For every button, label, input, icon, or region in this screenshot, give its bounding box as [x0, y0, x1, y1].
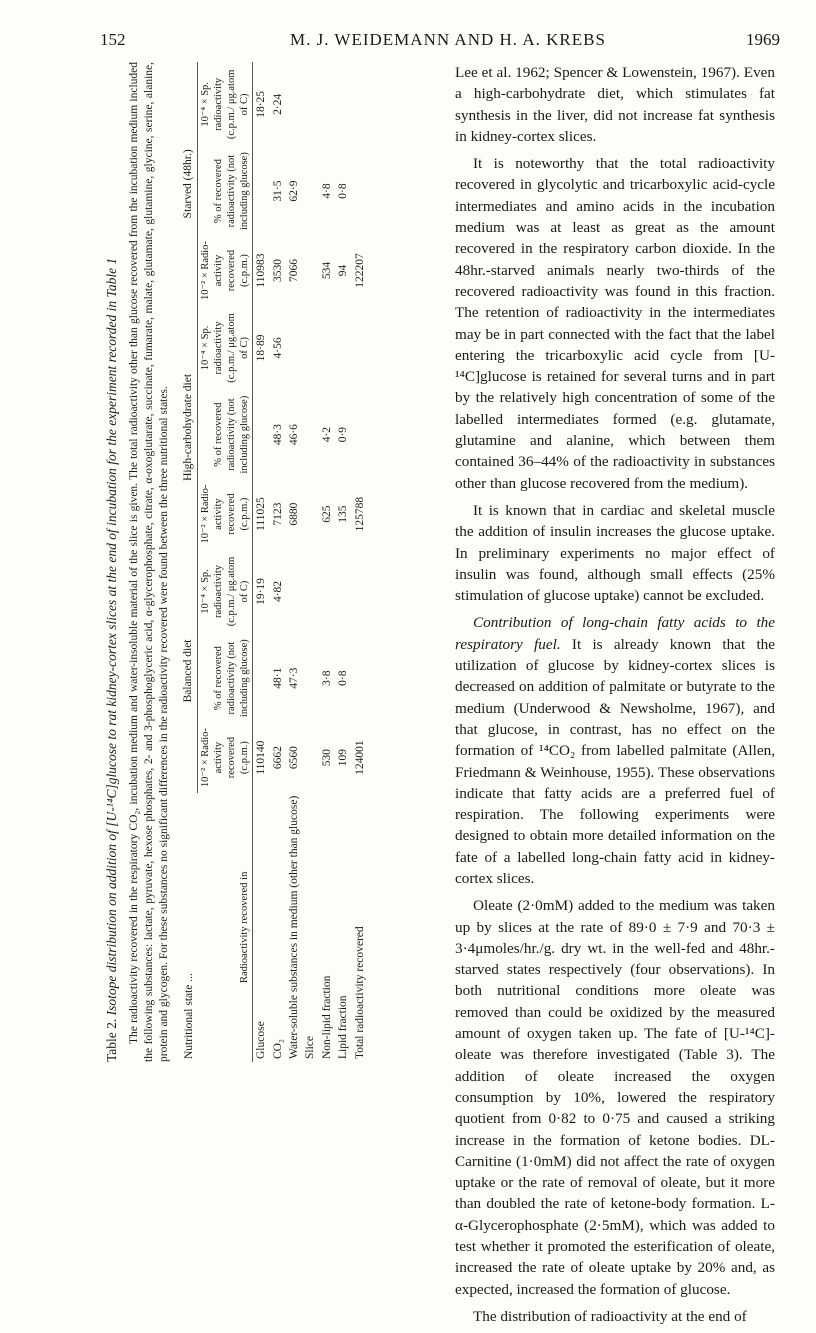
table-cell	[286, 306, 302, 391]
table-cell: 125788	[353, 496, 366, 532]
running-head-authors: M. J. WEIDEMANN AND H. A. KREBS	[290, 30, 606, 49]
column-header-row	[197, 62, 253, 1062]
table-cell	[286, 62, 302, 147]
table-cell: 2·24	[271, 93, 284, 115]
table-cell	[319, 549, 335, 634]
table-cell: 0·8	[337, 183, 350, 199]
table-cell: 4·2	[320, 426, 333, 443]
group-high-carbohydrate-diet: High-carbohydrate diet	[180, 306, 197, 550]
table-2	[100, 62, 436, 1062]
col-header-percent: % of recovered radioactivity (not including glucose)	[197, 634, 253, 723]
paragraph-6: The distribution of radioactivity at the end of	[473, 1307, 747, 1325]
table-cell: 135	[337, 505, 350, 523]
table-cell: 31·5	[271, 180, 284, 202]
table-cell	[302, 235, 318, 305]
table-cell: 7066	[288, 259, 301, 283]
table-cell	[253, 634, 270, 723]
row-label: CO₂	[271, 1039, 284, 1059]
table-cell: 46·6	[288, 424, 301, 446]
nutritional-state-label: Nutritional state ...	[182, 973, 195, 1059]
table-cell	[319, 62, 335, 147]
paragraph-4-text: It is already known that the utilization of glucose by kidney-cortex slices is decreased on addition of palmitate or butyrate to the medium (Underwood & Newsholme, 1967), and that glucose, in contrast, has no effect on the formation of ¹⁴CO₂ from labelled palmitate (Allen, Friedmann & Weinhouse, 1955). These observations indicate that fatty acids are a preferred fuel of respiration. The following experiments were designed to obtain more detailed information on the fate of a labelled long-chain fatty acid in kidney-cortex slices.	[455, 635, 776, 887]
table-cell: 18·25	[255, 90, 268, 118]
text-column	[455, 62, 775, 1333]
table-cell: 6880	[288, 502, 301, 526]
group-balanced-diet: Balanced diet	[180, 549, 197, 793]
table-caption	[104, 62, 121, 1062]
table-cell: 4·8	[320, 183, 333, 199]
table-row	[352, 62, 368, 1062]
row-label: Slice	[304, 1036, 317, 1059]
paragraph-3: It is known that in cardiac and skeletal muscle the addition of insulin increases the glucose uptake. In preliminary experiments no major effect of insulin was found, although small effects (25% stimulation of glucose uptake) cannot be excluded.	[455, 501, 775, 605]
table-cell: 3530	[271, 259, 284, 283]
table-row	[319, 62, 335, 1062]
table-cell: 0·9	[337, 426, 350, 443]
table-cell: 0·8	[337, 670, 350, 686]
table-cell: 530	[320, 748, 333, 767]
table-cell	[253, 147, 270, 236]
table-cell: 109	[337, 748, 350, 767]
paragraph-5: Oleate (2·0mM) added to the medium was taken up by slices at the rate of 89·0 ± 7·9 and 70·3 ± 3·4μmoles/hr./g. dry wt. in the well-fed and 48hr.-starved states respectively (four observations). In both nutritional conditions more oleate was removed than could be oxidized by the measured amount of oxygen taken up. The fate of [U-¹⁴C]-oleate was therefore investigated (Table 3). The addition of oleate increased the oxygen consumption by 10%, lowered the respiratory quotient from 0·82 to 0·75 and caused a striking increase in the formation of ketone bodies. DL-Carnitine (1·0mM) did not affect the rate of oxygen uptake or the rate of removal of oleate, but it more than doubled the rate of ketone-body formation. L-α-Glycerophosphate (2·5mM), which was added to test whether it promoted the esterification of oleate, increased the rate of oleate uptake by 20% and, as expected, increased the formation of glucose.	[455, 897, 775, 1298]
col-header-percent: % of recovered radioactivity (not including glucose)	[197, 390, 253, 479]
table-cell: 94	[337, 264, 350, 277]
table-cell	[352, 390, 368, 479]
table-cell	[302, 634, 318, 723]
group-starved: Starved (48hr.)	[180, 62, 197, 306]
table-cell: 19·19	[255, 578, 268, 605]
table-cell	[319, 306, 335, 391]
table-note: The radioactivity recovered in the respiratory CO₂, incubation medium and water-insoluble material of the slice is given. The total radioactivity other than glucose recovered from the incubation medium included the following substances: lactate, pyruvate, hexose phosphates, 2- and 3-phosphoglyceric acid, α-glycerophosphate, citrate, α-oxoglutarate, succinate, fumarate, malate, glutamate, glutamine, glycine, serine, alanine, protein and glycogen. For these substances no significant differences in the radioactivity recovered were found between the three nutritional states.	[127, 62, 171, 1062]
table-cell	[302, 147, 318, 236]
page-header	[100, 30, 780, 60]
row-label: Glucose	[255, 1021, 268, 1059]
table-cell: 4·82	[271, 580, 284, 603]
table-cell	[286, 549, 302, 634]
table-cell: 48·3	[271, 424, 284, 446]
table-cell: 62·9	[288, 180, 301, 202]
running-head-year: 1969	[746, 30, 780, 49]
paragraph-2: It is noteworthy that the total radioactivity recovered in glycolytic and tricarboxylic acid-cycle intermediates and amino acids in the incubation medium was at least as great as the amount recovered in the respiratory carbon dioxide. In the 48hr.-starved animals nearly two-thirds of the recovered radioactivity was found in this fraction. The retention of radioactivity in the intermediates may be in part connected with the fact that the label entering the tricarboxylic acid cycle from [U-¹⁴C]glucose is retained for several turns and in part by the relatively high concentration of some of the labelled intermediates formed (e.g. glutamate, glutamine and alanine, which between them contained 36–44% of the radioactivity in substances other than glucose recovered from the medium).	[455, 155, 775, 492]
table-cell: 110140	[255, 740, 268, 775]
table-row	[253, 62, 270, 1062]
paragraph-1: Lee et al. 1962; Spencer & Lowenstein, 1967). Even a high-carbohydrate diet, which stimulates fat synthesis in the liver, did not increase fat synthesis in kidney-cortex slices.	[455, 64, 775, 145]
col-header-percent: % of recovered radioactivity (not including glucose)	[197, 147, 253, 236]
row-label: Non-lipid fraction	[320, 975, 333, 1059]
table-cell	[352, 549, 368, 634]
table-cell: 48·1	[271, 667, 284, 689]
table-cell	[352, 306, 368, 391]
col-header-specific-radioactivity: 10⁻⁴ × Sp. radioactivity (c.p.m./ μg.atom of C)	[197, 62, 253, 147]
row-label: Total radioactivity recovered	[353, 926, 366, 1059]
table-body	[253, 62, 368, 1062]
table-cell	[352, 62, 368, 147]
table-cell	[253, 390, 270, 479]
row-header: Radioactivity recovered in	[197, 793, 253, 1062]
paragraph-4	[455, 612, 775, 889]
table-cell: 6662	[271, 746, 284, 770]
table-cell: 3·8	[320, 670, 333, 686]
table-cell: 124001	[353, 740, 366, 775]
data-table	[180, 62, 368, 1062]
section-heading: Contribution of long-chain fatty acids to the respiratory fuel.	[455, 614, 775, 653]
table-cell: 625	[320, 505, 333, 523]
group-header-row	[180, 62, 197, 1062]
table-cell	[302, 62, 318, 147]
table-cell	[335, 549, 351, 634]
page-number: 152	[100, 30, 126, 49]
table-cell: 47·3	[288, 667, 301, 689]
col-header-radioactivity: 10⁻² × Radio-activity recovered (c.p.m.)	[197, 479, 253, 549]
table-cell: 534	[320, 261, 333, 280]
col-header-specific-radioactivity: 10⁻⁴ × Sp. radioactivity (c.p.m./ μg.atom of C)	[197, 306, 253, 391]
table-cell	[302, 306, 318, 391]
col-header-specific-radioactivity: 10⁻⁴ × Sp. radioactivity (c.p.m./ μg.atom of C)	[197, 549, 253, 634]
table-cell: 110983	[255, 253, 268, 288]
table-row	[286, 62, 302, 1062]
row-label: Lipid fraction	[337, 995, 350, 1059]
table-cell	[302, 549, 318, 634]
table-cell	[352, 634, 368, 723]
table-cell	[335, 306, 351, 391]
col-header-radioactivity: 10⁻² × Radio-activity recovered (c.p.m.)	[197, 722, 253, 792]
table-row	[335, 62, 351, 1062]
row-label: Water-soluble substances in medium (other than glucose)	[288, 795, 301, 1059]
table-cell: 18·89	[255, 334, 268, 362]
table-cell	[302, 479, 318, 549]
table-cell: 111025	[255, 497, 268, 531]
table-cell	[335, 62, 351, 147]
table-cell	[302, 722, 318, 792]
table-caption-text: Isotope distribution on addition of [U-¹⁴C]glucose to rat kidney-cortex slices at the end of incubation for the experiment recorded in Table 1	[104, 257, 119, 1016]
table-cell: 4·56	[271, 337, 284, 359]
table-row	[302, 62, 318, 1062]
table-cell: 6560	[288, 746, 301, 770]
rotated-table-region	[100, 62, 436, 1062]
table-cell	[302, 390, 318, 479]
table-cell: 7123	[271, 502, 284, 526]
table-row	[270, 62, 286, 1062]
col-header-radioactivity: 10⁻² × Radio-activity recovered (c.p.m.)	[197, 235, 253, 305]
table-cell: 122207	[353, 253, 366, 288]
table-caption-label: Table 2.	[104, 1018, 119, 1062]
table-cell	[352, 147, 368, 236]
